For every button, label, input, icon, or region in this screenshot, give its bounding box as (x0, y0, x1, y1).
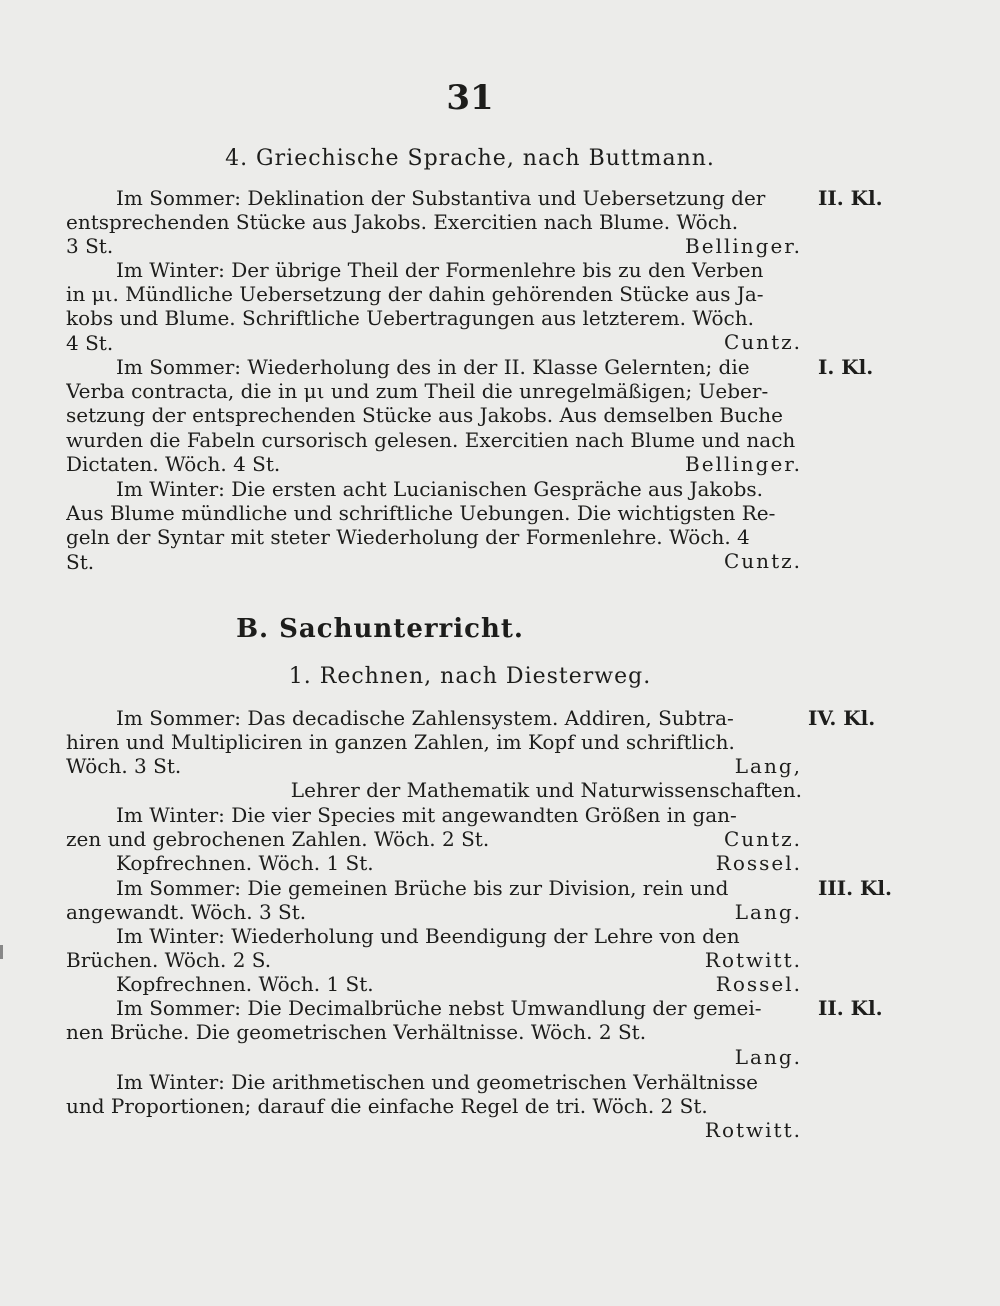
text-line: wurden die Fabeln cursorisch gelesen. Exercitien nach Blume und nach (66, 427, 796, 452)
klasse-label: II. Kl. (818, 186, 883, 210)
teacher-signature: Lang. (734, 900, 802, 924)
section-b-title: B. Sachunterricht. (236, 614, 524, 644)
text-line: Im Winter: Wiederholung und Beendigung der Lehre von den (116, 924, 740, 948)
text-line: Wöch. 3 St. (66, 754, 182, 779)
text-line: Im Winter: Die arithmetischen und geometrischen Verhältnisse (116, 1070, 759, 1094)
text-line: Im Sommer: Die Decimalbrüche nebst Umwandlung der gemei- (116, 996, 762, 1020)
paragraph (66, 996, 802, 1044)
text-line: Dictaten. Wöch. 4 St. (66, 451, 281, 476)
teacher-signature: Rossel. (715, 972, 802, 996)
paragraph (66, 1070, 802, 1118)
text-line: Im Sommer: Wiederholung des in der II. Klasse Gelernten; die (116, 355, 750, 379)
text-line: nen Brüche. Die geometrischen Verhältnisse. Wöch. 2 St. (66, 1020, 647, 1045)
teacher-signature: Lang, (734, 754, 802, 778)
text-line: St. (66, 549, 95, 574)
text-line: Aus Blume mündliche und schriftliche Uebungen. Die wichtigsten Re- (66, 501, 776, 526)
text-line: Im Sommer: Die gemeinen Brüche bis zur Division, rein und (116, 876, 729, 900)
page-number: 31 (446, 78, 494, 118)
klasse-label: IV. Kl. (808, 706, 876, 730)
text-line: Brüchen. Wöch. 2 S. (66, 948, 272, 973)
greek-section-title: 4. Griechische Sprache, nach Buttmann. (225, 146, 715, 171)
text-line: Kopfrechnen. Wöch. 1 St. (116, 972, 374, 997)
text-line: Im Sommer: Das decadische Zahlensystem. Addiren, Subtra- (116, 706, 734, 730)
text-line: Im Winter: Der übrige Theil der Formenlehre bis zu den Verben (116, 258, 764, 282)
teacher-signature: Bellinger. (685, 452, 802, 476)
teacher-signature: Rotwitt. (704, 948, 802, 972)
klasse-label: I. Kl. (818, 355, 874, 379)
text-line: zen und gebrochenen Zahlen. Wöch. 2 St. (66, 827, 490, 852)
text-line: Im Winter: Die vier Species mit angewandten Größen in gan- (116, 803, 737, 827)
text-line: setzung der entsprechenden Stücke aus Jakobs. Aus demselben Buche (66, 403, 783, 428)
text-line: 3 St. (66, 234, 114, 259)
text-line: Im Sommer: Deklination der Substantiva und Uebersetzung der (116, 186, 766, 210)
text-line: Kopfrechnen. Wöch. 1 St. (116, 851, 374, 876)
teacher-signature: Bellinger. (685, 234, 802, 258)
teacher-title: Lehrer der Mathematik und Naturwissenschaften. (290, 778, 802, 802)
text-line: in μι. Mündliche Uebersetzung der dahin gehörenden Stücke aus Ja- (66, 282, 764, 307)
klasse-label: III. Kl. (818, 876, 892, 900)
teacher-signature: Rotwitt. (704, 1118, 802, 1142)
text-line: angewandt. Wöch. 3 St. (66, 900, 307, 925)
teacher-signature: Cuntz. (724, 549, 802, 573)
text-line: hiren und Multipliciren in ganzen Zahlen, im Kopf und schriftlich. (66, 730, 735, 755)
text-line: Im Winter: Die ersten acht Lucianischen Gespräche aus Jakobs. (116, 477, 764, 501)
text-line: Verba contracta, die in μι und zum Theil die unregelmäßigen; Ueber- (66, 379, 769, 404)
text-line: kobs und Blume. Schriftliche Uebertragungen aus letzterem. Wöch. (66, 306, 754, 331)
binding-mark (0, 945, 3, 959)
text-line: und Proportionen; darauf die einfache Regel de tri. Wöch. 2 St. (66, 1094, 708, 1119)
klasse-label: II. Kl. (818, 996, 883, 1020)
text-line: entsprechenden Stücke aus Jakobs. Exercitien nach Blume. Wöch. (66, 210, 739, 235)
teacher-signature: Lang. (734, 1045, 802, 1069)
teacher-signature: Cuntz. (724, 330, 802, 354)
rechnen-subtitle: 1. Rechnen, nach Diesterweg. (288, 664, 652, 689)
teacher-signature: Rossel. (715, 851, 802, 875)
text-line: 4 St. (66, 330, 114, 355)
teacher-signature: Cuntz. (724, 827, 802, 851)
text-line: geln der Syntar mit steter Wiederholung der Formenlehre. Wöch. 4 (66, 525, 750, 550)
